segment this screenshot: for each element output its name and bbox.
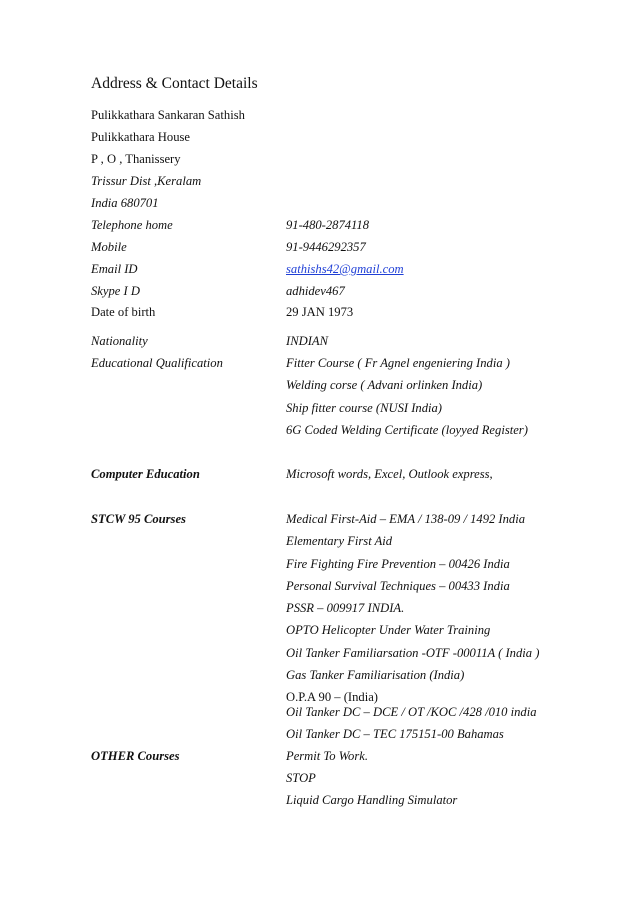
stcw-label: STCW 95 Courses [91, 512, 186, 526]
stcw-item: Oil Tanker Familiarsation -OTF -00011A ( India ) [286, 646, 540, 660]
page-title: Address & Contact Details [91, 75, 258, 92]
stcw-item: PSSR – 009917 INDIA. [286, 601, 405, 615]
telephone-label: Telephone home [91, 218, 173, 232]
stcw-item: O.P.A 90 – (India) [286, 690, 378, 704]
education-item: Ship fitter course (NUSI India) [286, 401, 443, 415]
dob-label: Date of birth [91, 305, 156, 319]
dob-value: 29 JAN 1973 [286, 305, 354, 319]
address-country: India 680701 [91, 196, 159, 210]
computer-education-value: Microsoft words, Excel, Outlook express, [286, 467, 493, 481]
nationality-label: Nationality [91, 334, 148, 348]
mobile-label: Mobile [91, 240, 127, 254]
stcw-item: Fire Fighting Fire Prevention – 00426 India [286, 557, 510, 571]
other-course-item: STOP [286, 771, 316, 785]
stcw-item: Medical First-Aid – EMA / 138-09 / 1492 India [286, 512, 526, 526]
other-courses-label: OTHER Courses [91, 749, 180, 763]
stcw-item: OPTO Helicopter Under Water Training [286, 623, 491, 637]
address-po: P , O , Thanissery [91, 152, 181, 166]
telephone-value: 91-480-2874118 [286, 218, 370, 232]
address-name: Pulikkathara Sankaran Sathish [91, 108, 245, 122]
stcw-item: Personal Survival Techniques – 00433 India [286, 579, 510, 593]
skype-label: Skype I D [91, 284, 140, 298]
education-item: Fitter Course ( Fr Agnel engeniering India ) [286, 356, 510, 370]
email-label: Email ID [91, 262, 138, 276]
nationality-value: INDIAN [286, 334, 328, 348]
stcw-item: Elementary First Aid [286, 534, 393, 548]
stcw-item: Gas Tanker Familiarisation (India) [286, 668, 465, 682]
address-district: Trissur Dist ,Keralam [91, 174, 202, 188]
address-house: Pulikkathara House [91, 130, 190, 144]
computer-education-label: Computer Education [91, 467, 200, 481]
other-course-item: Permit To Work. [286, 749, 368, 763]
education-item: 6G Coded Welding Certificate (loyyed Register) [286, 423, 528, 437]
education-item: Welding corse ( Advani orlinken India) [286, 378, 483, 392]
mobile-value: 91-9446292357 [286, 240, 366, 254]
stcw-item: Oil Tanker DC – DCE / OT /KOC /428 /010 india [286, 705, 537, 719]
stcw-item: Oil Tanker DC – TEC 175151-00 Bahamas [286, 727, 504, 741]
education-label: Educational Qualification [91, 356, 223, 370]
skype-value: adhidev467 [286, 284, 345, 298]
other-course-item: Liquid Cargo Handling Simulator [286, 793, 458, 807]
email-link[interactable]: sathishs42@gmail.com [286, 262, 404, 276]
